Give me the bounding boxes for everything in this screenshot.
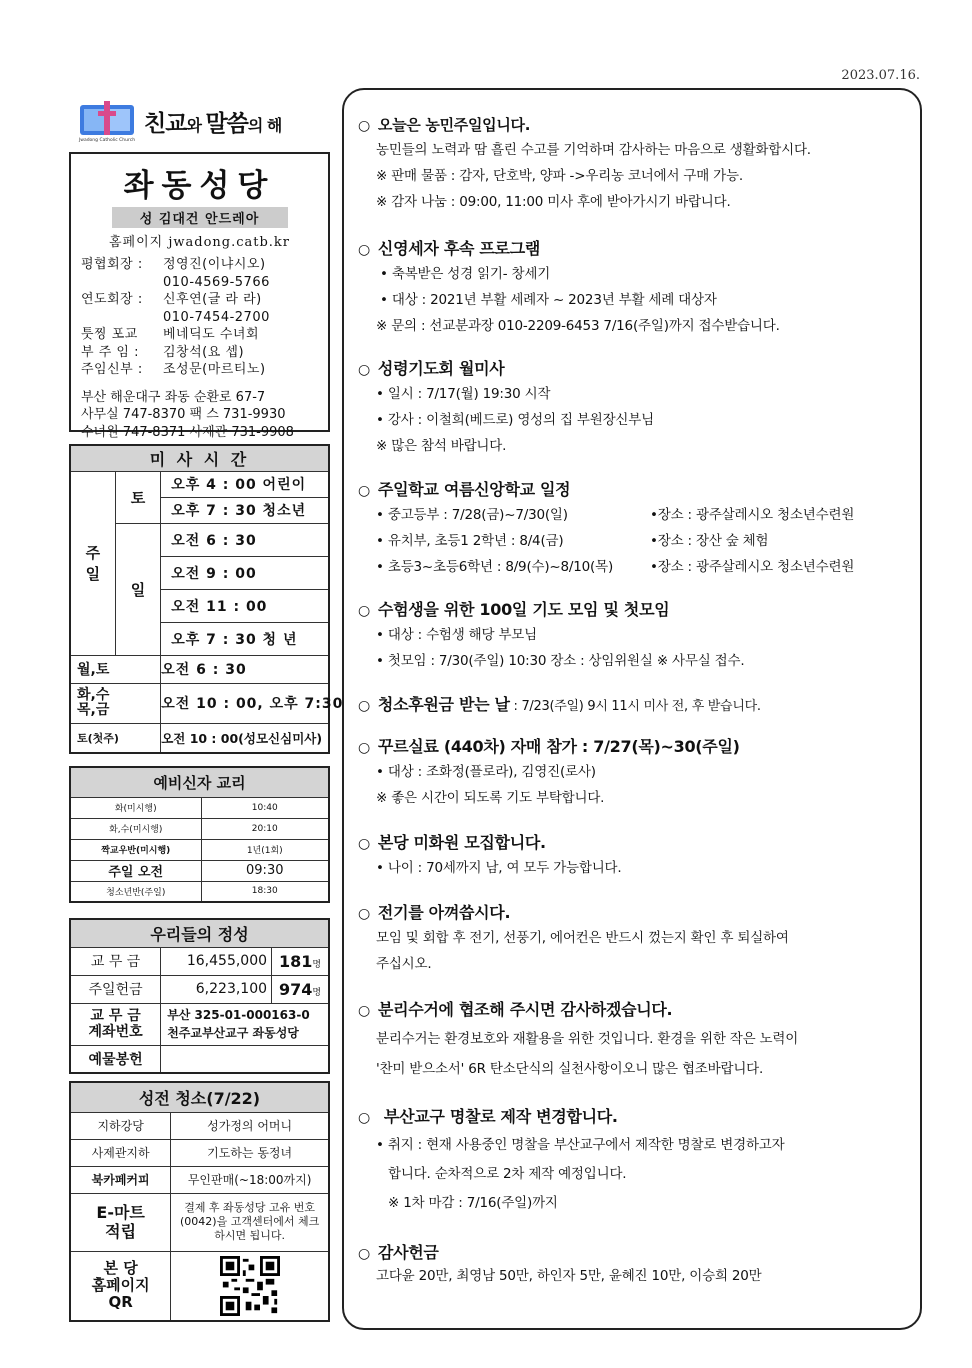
section-save-electricity: ○ 전기를 아껴씁시다. 모임 및 회합 후 전기, 선풍기, 에어컨은 반드시 껐는지 확인 후 퇴실하여 주십시오.	[358, 903, 789, 972]
catechumen-table: 예비신자 교리 화(미시행) 10:40 화,수(미시행) 20:10 짝교우반(미시행) 1년(1회) 주일 오전 09:30 청소년반(주일) 18:30	[69, 766, 330, 903]
section-recycling: ○ 분리수거에 협조해 주시면 감사하겠습니다. 분리수거는 환경보호와 재활용을 위한 것입니다. 환경을 위한 작은 노력이 '찬미 받으소서' 6R 탄소단식의 실천사항이오니 많은 협조바랍니다.	[358, 1000, 799, 1077]
patron-saint: 성 김대건 안드레아	[112, 207, 288, 228]
section-cursillo: ○ 꾸르실료 (440차) 자매 참가 : 7/27(목)~30(주일) • 대상 : 조화정(플로라), 김영진(로사) ※ 좋은 시간이 되도록 기도 부탁합니다.	[358, 737, 740, 806]
church-info-box	[69, 152, 330, 440]
section-name-tag: ○ 부산교구 명찰로 제작 변경합니다. • 취지 : 현재 사용중인 명찰을 부산교구에서 제작한 명찰로 변경하고자 합니다. 순차적으로 2차 제작 예정입니다. ※ 1차 마감 : 7/16(주일)까지	[358, 1107, 785, 1211]
homepage-qr-icon[interactable]	[220, 1256, 280, 1316]
sunday-day-label: 일	[115, 523, 160, 655]
offering-table: 우리들의 정성 교 무 금 16,455,000 181명 주일헌금 6,223,100 974명 교 무 금 계좌번호 부산 325-01-000163-0 천주교부산교구 좌동성당 예물봉헌	[69, 918, 330, 1074]
staff-list: 평협회장 : 정영진(이냐시오) 010-4569-5766 연도회장 : 신후연(글 라 라) 010-7454-2700 툿찡 포교 베네딕도 수녀회 부 주 임 : 김창석(요 셉) 주임신부 : 조성문(마르티노)	[81, 257, 270, 377]
year-theme-title: 친교와 말씀의 해	[144, 110, 282, 137]
section-cleaner-recruit: ○ 본당 미화원 모집합니다. • 나이 : 70세까지 남, 여 모두 가능합니다.	[358, 833, 622, 876]
church-logo-icon	[78, 99, 136, 143]
section-summer-school: ○ 주일학교 여름신앙학교 일정 • 중고등부 : 7/28(금)~7/30(일) •장소 : 광주살레시오 청소년수련원 • 유치부, 초등1 2학년 : 8/4(금) •장소 : 장산 숲 체험 • 초등3~초등6학년 : 8/9(수)~8/10(목) •장소 : 광주살레시오 청소년수련원	[358, 480, 855, 575]
section-farmers-sunday: ○ 오늘은 농민주일입니다. 농민들의 노력과 땀 흘린 수고를 기억하며 감사하는 마음으로 생활화합시다. ※ 판매 물품 : 감자, 단호박, 양파 ->우리농 코너에서 구매 가능. ※ 감자 나눔 : 09:00, 11:00 미사 후에 받아가시기 바랍니다.	[358, 116, 811, 210]
section-charismatic-mass: ○ 성령기도회 월미사 • 일시 : 7/17(월) 19:30 시작 • 강사 : 이철희(베드로) 영성의 집 부원장신부님 ※ 많은 참석 바랍니다.	[358, 359, 654, 454]
mass-schedule-table: 미 사 시 간 주 일 토 오후 4 : 00 어린이 오후 7 : 30 청소년 일 오전 6 : 30 오전 9 : 00 오전 11 : 00 오후 7 : 30 청 년 월,토 오전 6 : 30 화,수 목,금 오전 10 : 00, 오후 7:30 토(첫주) 오전 10 : 00(성모신심미사)	[69, 444, 330, 754]
church-name: 좌동성당	[123, 168, 276, 204]
section-thanks-offering: ○ 감사헌금 고다윤 20만, 최영남 50만, 하인자 5만, 윤혜진 10만, 이승희 20만	[358, 1243, 762, 1284]
sunday-label: 주 일	[70, 471, 115, 655]
section-exam-prayer: ○ 수험생을 위한 100일 기도 모임 및 첫모임 • 대상 : 수험생 해당 부모님 • 첫모임 : 7/30(주일) 10:30 장소 : 상임위원실 ※ 사무실 접수.	[358, 600, 745, 669]
saturday-label: 토	[115, 471, 160, 523]
homepage: 홈페이지 jwadong.catb.kr	[108, 235, 291, 250]
logo-caption: Jwadong Catholic Church	[78, 138, 136, 143]
mass-title: 미 사 시 간	[70, 445, 329, 471]
cleaning-table: 성전 청소(7/22) 지하강당 성가정의 어머니 사제관지하 기도하는 동정녀 북카페커피 무인판매(~18:00까지) E-마트 적립 결제 후 좌동성당 고유 번호(0042)을 고객센터에서 체크하시면 됩니다. 본 당 홈페이지 QR	[69, 1081, 330, 1322]
bulletin-date: 2023.07.16.	[841, 68, 920, 83]
logo	[78, 98, 328, 144]
address: 부산 해운대구 좌동 순환로 67-7 사무실 747-8370 팩 스 731-9930 수녀원 747-8371 사제관 731-9908	[81, 389, 294, 440]
section-neophyte-program: ○ 신영세자 후속 프로그램 • 축복받은 성경 읽기- 창세기 • 대상 : 2021년 부활 세례자 ~ 2023년 부활 세례 대상자 ※ 문의 : 선교분과장 010-2209-6453 7/16(주일)까지 접수받습니다.	[358, 239, 780, 334]
section-cleaning-donation: ○ 청소후원금 받는 날 : 7/23(주일) 9시 11시 미사 전, 후 받습니다.	[358, 695, 761, 714]
